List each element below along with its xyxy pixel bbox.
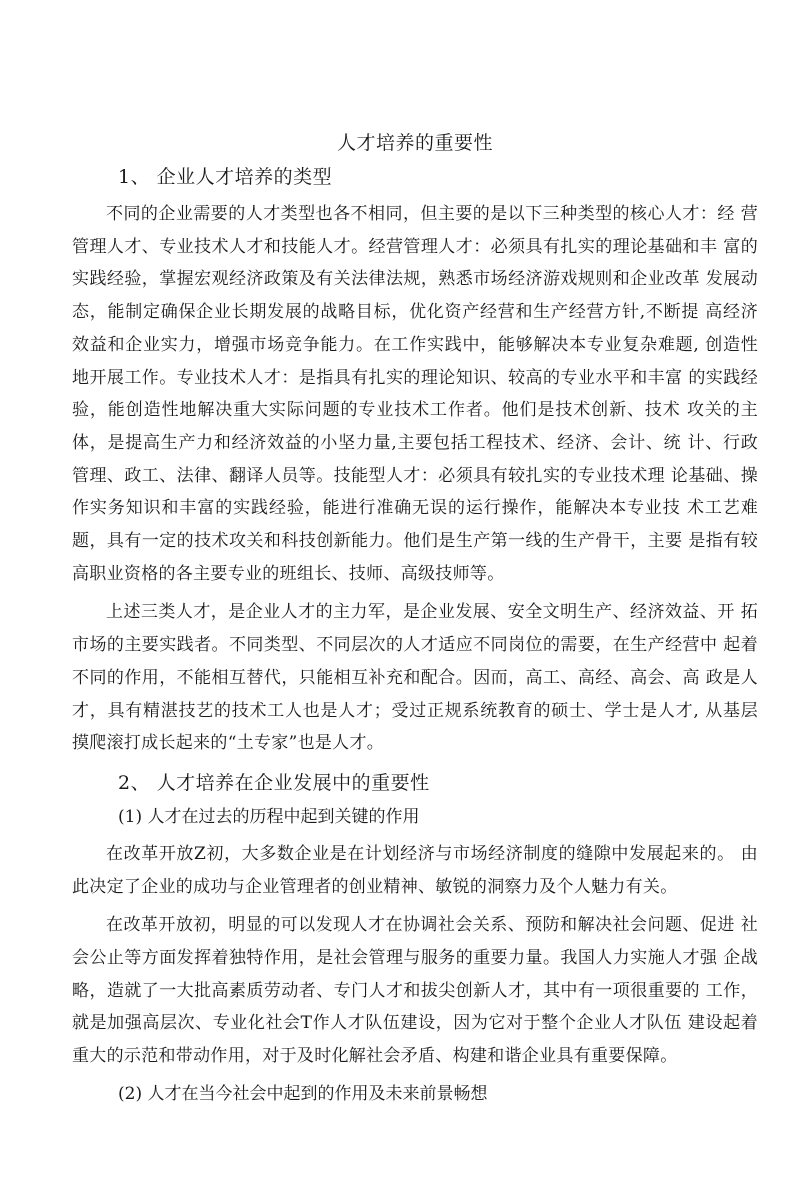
page-title: 人才培养的重要性 — [336, 132, 493, 154]
section-heading-1: 1、 企业人才培养的类型 — [118, 166, 333, 188]
paragraph-talent-types: 不同的企业需要的人才类型也各不相同，但主要的是以下三种类型的核心人才：经 营管理人才、专业技术人才和技能人才。经营管理人才：必须具有扎实的理论基础和丰 富的实践经验，掌握宏观经济政策及有关法律法规，熟悉市场经济游戏规则和企业改革 发展动态，能制定确保企业长期发展的战略目标，优化资产经营和生产经营方针,不断提 高经济效益和企业实力，增强市场竞争能力。在工作实践中，能够解决本专业复杂难题, 创造性地开展工作。专业技术人才：是指具有扎实的理论知识、较高的专业水平和丰富 的实践经验，能创造性地解决重大实际问题的专业技术工作者。他们是技术创新、技术 攻关的主体，是提高生产力和经济效益的小坚力量,主要包括工程技术、经济、会计、统 计、行政管理、政工、法律、翻译人员等。技能型人才：必须具有较扎实的专业技术理 论基础、操作实务知识和丰富的实践经验，能进行准确无误的运行操作，能解决本专业技 术工艺难题，具有一定的技术攻关和科技创新能力。他们是生产第一线的生产骨干，主要 是指有较高职业资格的各主要专业的班组长、技师、高级技师等。 — [72, 204, 758, 584]
subsection-heading-1: (1) 人才在过去的历程中起到关键的作用 — [118, 806, 420, 827]
section-heading-2: 2、 人才培养在企业发展中的重要性 — [118, 771, 430, 794]
paragraph-reform-talent-role: 在改革开放初，明显的可以发现人才在协调社会关系、预防和解决社会问题、促进 社会公止等方面发挥着独特作用，是社会管理与服务的重要力量。我国人力实施人才强 企战略，造就了一大批高素质劳动者、专门人才和拔尖创新人才，其中有一项很重要的 工作，就是加强高层次、专业化社会T作人才队伍建设，因为它对于整个企业人才队伍 建设起着重大的示范和带动作用，对于及时化解社会矛盾、构建和谐企业具有重要保障。 — [72, 915, 758, 1067]
document-page — [72, 128, 758, 1115]
paragraph-talent-main-force: 上述三类人才，是企业人才的主力军，是企业发展、安全文明生产、经济效益、开 拓市场的主要实践者。不同类型、不同层次的人才适应不同岗位的需要，在生产经营中 起着不同的作用，不能相互替代，只能相互补充和配合。因而，高工、高经、高会、高 政是人才，具有精湛技艺的技术工人也是人才；受过正规系统教育的硕士、学士是人才, 从基层摸爬滚打成长起来的“土专家”也是人才。 — [72, 602, 758, 754]
paragraph-reform-start: 在改革开放Z初，大多数企业是在计划经济与市场经济制度的缝隙中发展起来的。 由此决定了企业的成功与企业管理者的创业精神、敏锐的洞察力及个人魅力有关。 — [72, 843, 758, 897]
subsection-heading-2: (2) 人才在当今社会中起到的作用及未来前景畅想 — [118, 1083, 488, 1104]
